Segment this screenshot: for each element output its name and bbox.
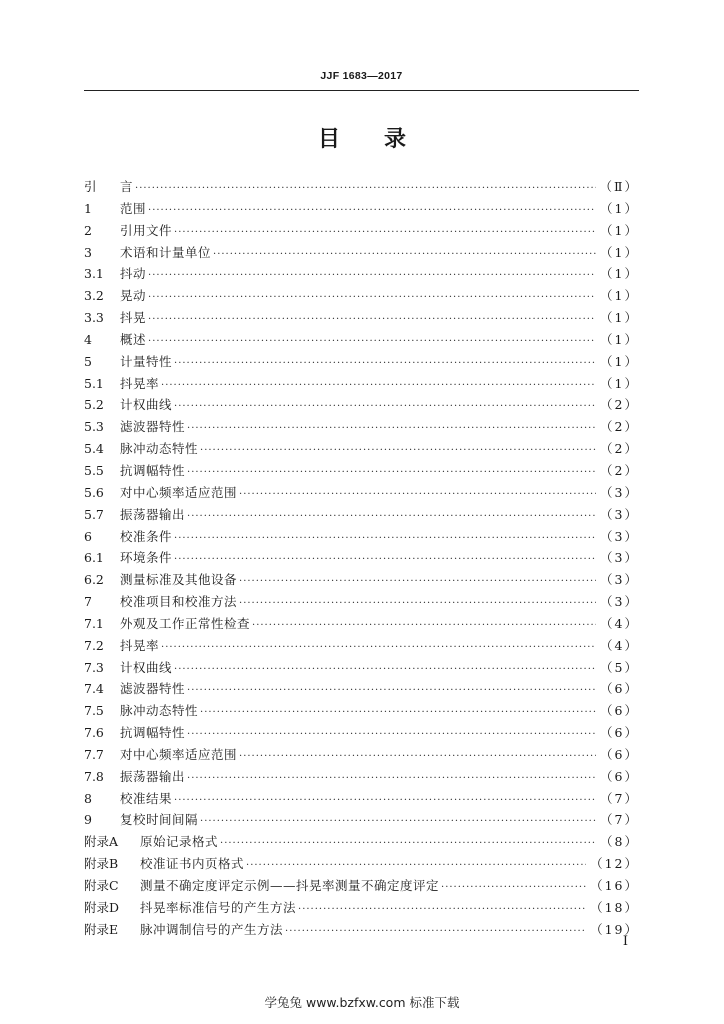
toc-dot-leader	[200, 811, 596, 833]
toc-entry-label: 校准结果	[120, 790, 173, 806]
toc-dot-leader	[161, 637, 596, 659]
toc-entry-number: 5.3	[84, 419, 104, 435]
toc-entry[interactable]	[84, 657, 639, 679]
toc-entry-number: 附录A	[84, 834, 119, 850]
toc-dot-leader	[187, 724, 596, 746]
toc-entry-label: 抗调幅特性	[120, 462, 186, 478]
toc-entry[interactable]	[84, 613, 639, 635]
toc-entry[interactable]	[84, 766, 639, 788]
document-code-header: JJF 1683—2017	[320, 70, 403, 82]
toc-entry-page: （6）	[600, 746, 639, 762]
toc-entry-number: 7.3	[84, 659, 104, 675]
toc-entry-label: 复校时间间隔	[120, 812, 199, 828]
toc-entry[interactable]	[84, 482, 639, 504]
toc-entry[interactable]	[84, 700, 639, 722]
toc-entry-label: 校准条件	[120, 528, 173, 544]
toc-entry-label: 抖晃率	[120, 375, 160, 391]
toc-entry[interactable]	[84, 547, 639, 569]
toc-entry-label: 脉冲动态特性	[120, 703, 199, 719]
page-number: I	[622, 934, 628, 949]
toc-entry[interactable]	[84, 373, 639, 395]
toc-entry[interactable]	[84, 853, 639, 875]
header-rule	[84, 90, 639, 91]
table-of-contents	[84, 176, 639, 941]
toc-entry-page: （3）	[600, 506, 639, 522]
toc-entry[interactable]	[84, 526, 639, 548]
toc-entry-number: 6	[84, 528, 92, 544]
toc-entry-page: （12）	[590, 856, 639, 872]
toc-dot-leader	[200, 440, 596, 462]
toc-entry-number: 5.2	[84, 397, 104, 413]
toc-dot-leader	[174, 659, 596, 681]
toc-entry-page: （7）	[600, 790, 639, 806]
toc-entry-label: 计权曲线	[120, 397, 173, 413]
toc-entry-label: 计量特性	[120, 353, 173, 369]
toc-entry-page: （3）	[600, 550, 639, 566]
toc-dot-leader	[174, 222, 596, 244]
toc-dot-leader	[298, 899, 586, 921]
toc-entry[interactable]	[84, 897, 639, 919]
toc-entry-label: 术语和计量单位	[120, 244, 212, 260]
toc-entry-number: 5.4	[84, 441, 104, 457]
toc-entry-number: 7.4	[84, 681, 104, 697]
toc-dot-leader	[285, 921, 586, 943]
toc-entry-number: 5	[84, 353, 92, 369]
toc-entry-number: 7	[84, 594, 92, 610]
toc-entry-label: 抖动	[120, 266, 147, 282]
toc-dot-leader	[246, 855, 586, 877]
toc-entry[interactable]	[84, 416, 639, 438]
toc-entry-label: 脉冲调制信号的产生方法	[140, 921, 284, 937]
toc-entry-page: （1）	[600, 266, 639, 282]
toc-dot-leader	[174, 528, 596, 550]
toc-entry-label: 校准项目和校准方法	[120, 594, 238, 610]
toc-entry[interactable]	[84, 220, 639, 242]
toc-entry-number: 4	[84, 331, 92, 347]
toc-dot-leader	[239, 593, 596, 615]
toc-entry-label: 对中心频率适应范围	[120, 484, 238, 500]
toc-entry-page: （19）	[590, 921, 639, 937]
toc-dot-leader	[441, 877, 586, 899]
toc-dot-leader	[174, 353, 596, 375]
toc-entry-label: 晃动	[120, 288, 147, 304]
toc-entry[interactable]	[84, 198, 639, 220]
toc-dot-leader	[148, 309, 596, 331]
toc-dot-leader	[187, 506, 596, 528]
toc-entry-page: （1）	[600, 375, 639, 391]
toc-entry-page: （7）	[600, 812, 639, 828]
toc-entry-label: 测量标准及其他设备	[120, 572, 238, 588]
toc-entry-label: 滤波器特性	[120, 419, 186, 435]
toc-entry-label: 校准证书内页格式	[140, 856, 245, 872]
toc-entry[interactable]	[84, 285, 639, 307]
toc-entry[interactable]	[84, 722, 639, 744]
toc-entry-label: 抗调幅特性	[120, 725, 186, 741]
toc-entry-label: 振荡器输出	[120, 768, 186, 784]
toc-entry-number: 7.1	[84, 615, 104, 631]
toc-entry-page: （4）	[600, 637, 639, 653]
toc-dot-leader	[161, 375, 596, 397]
toc-entry-number: 5.7	[84, 506, 104, 522]
toc-entry[interactable]	[84, 263, 639, 285]
toc-dot-leader	[187, 462, 596, 484]
toc-entry-label: 脉冲动态特性	[120, 441, 199, 457]
toc-entry-page: （8）	[600, 834, 639, 850]
toc-entry-number: 7.8	[84, 768, 104, 784]
toc-entry-number: 附录C	[84, 878, 119, 893]
toc-entry-page: （2）	[600, 462, 639, 478]
toc-entry-page: （1）	[600, 288, 639, 304]
toc-entry-label: 外观及工作正常性检查	[120, 615, 251, 631]
toc-entry-label: 振荡器输出	[120, 506, 186, 522]
toc-entry-page: （3）	[600, 528, 639, 544]
toc-entry-page: （6）	[600, 703, 639, 719]
toc-entry-page: （6）	[600, 725, 639, 741]
toc-entry-label: 原始记录格式	[140, 834, 219, 850]
toc-entry[interactable]	[84, 504, 639, 526]
toc-dot-leader	[213, 244, 596, 266]
toc-entry[interactable]	[84, 875, 639, 897]
toc-dot-leader	[187, 768, 596, 790]
toc-entry-number: 5.6	[84, 484, 104, 500]
toc-entry-page: （18）	[590, 899, 639, 915]
toc-entry[interactable]	[84, 438, 639, 460]
toc-entry-page: （16）	[590, 878, 639, 893]
toc-entry[interactable]	[84, 307, 639, 329]
toc-dot-leader	[148, 200, 596, 222]
toc-entry-page: （6）	[600, 768, 639, 784]
toc-entry-page: （3）	[600, 572, 639, 588]
toc-dot-leader	[187, 418, 596, 440]
toc-entry-page: （6）	[600, 681, 639, 697]
toc-entry-number: 3.2	[84, 288, 104, 304]
toc-entry[interactable]	[84, 831, 639, 853]
toc-entry-page: （3）	[600, 594, 639, 610]
toc-entry-page: （2）	[600, 441, 639, 457]
toc-entry-number: 5.5	[84, 462, 104, 478]
toc-entry-page: （2）	[600, 419, 639, 435]
toc-entry-number: 7.6	[84, 725, 104, 741]
toc-entry[interactable]	[84, 569, 639, 591]
toc-dot-leader	[174, 549, 596, 571]
toc-title: 目录	[317, 127, 450, 152]
watermark-footer: 学兔兔 www.bzfxw.com 标准下载	[264, 995, 460, 1010]
toc-entry[interactable]	[84, 591, 639, 613]
toc-dot-leader	[174, 790, 596, 812]
toc-dot-leader	[252, 615, 596, 637]
toc-entry-number: 3.3	[84, 310, 104, 326]
toc-dot-leader	[239, 746, 596, 768]
toc-entry-number: 8	[84, 790, 92, 806]
toc-entry-label: 范围	[120, 200, 147, 216]
toc-entry-label: 言	[120, 179, 134, 194]
toc-entry-number: 7.2	[84, 637, 104, 653]
toc-entry-page: （1）	[600, 244, 639, 260]
toc-dot-leader	[200, 702, 596, 724]
toc-entry-page: （1）	[600, 222, 639, 238]
toc-entry[interactable]	[84, 460, 639, 482]
toc-entry-page: （1）	[600, 200, 639, 216]
toc-entry-number: 6.1	[84, 550, 104, 566]
toc-entry[interactable]	[84, 788, 639, 810]
toc-entry-page: （Ⅱ）	[599, 179, 639, 194]
toc-entry-label: 环境条件	[120, 550, 173, 566]
toc-dot-leader	[148, 331, 596, 353]
toc-entry-number: 7.5	[84, 703, 104, 719]
toc-entry[interactable]	[84, 329, 639, 351]
toc-entry-page: （1）	[600, 331, 639, 347]
toc-entry-page: （3）	[600, 484, 639, 500]
toc-entry-label: 滤波器特性	[120, 681, 186, 697]
toc-entry-number: 引	[84, 179, 97, 194]
toc-entry-number: 附录E	[84, 921, 119, 937]
toc-entry-label: 计权曲线	[120, 659, 173, 675]
toc-entry-number: 9	[84, 812, 92, 828]
toc-entry-label: 抖晃	[120, 310, 147, 326]
toc-entry-number: 3.1	[84, 266, 104, 282]
toc-entry-label: 抖晃率标准信号的产生方法	[140, 899, 297, 915]
toc-entry-page: （5）	[600, 659, 639, 675]
toc-entry-label: 抖晃率	[120, 637, 160, 653]
toc-entry-number: 7.7	[84, 746, 104, 762]
toc-entry-label: 对中心频率适应范围	[120, 746, 238, 762]
toc-entry-page: （1）	[600, 353, 639, 369]
toc-entry[interactable]	[84, 635, 639, 657]
toc-dot-leader	[239, 484, 596, 506]
toc-entry[interactable]	[84, 394, 639, 416]
toc-dot-leader	[187, 680, 596, 702]
toc-entry-label: 引用文件	[120, 222, 173, 238]
toc-dot-leader	[148, 265, 596, 287]
toc-dot-leader	[239, 571, 596, 593]
toc-entry[interactable]	[84, 678, 639, 700]
toc-entry[interactable]	[84, 744, 639, 766]
toc-entry-number: 附录B	[84, 856, 119, 872]
toc-entry-number: 5.1	[84, 375, 104, 391]
toc-entry[interactable]	[84, 919, 639, 941]
toc-entry[interactable]	[84, 176, 639, 198]
toc-entry-number: 1	[84, 200, 92, 216]
toc-entry-label: 概述	[120, 331, 147, 347]
toc-entry[interactable]	[84, 242, 639, 264]
toc-dot-leader	[135, 178, 595, 200]
toc-entry-number: 6.2	[84, 572, 104, 588]
toc-entry-page: （2）	[600, 397, 639, 413]
toc-entry-number: 附录D	[84, 899, 120, 915]
toc-dot-leader	[174, 396, 596, 418]
toc-entry-page: （4）	[600, 615, 639, 631]
toc-dot-leader	[148, 287, 596, 309]
toc-entry-page: （1）	[600, 310, 639, 326]
toc-entry[interactable]	[84, 351, 639, 373]
toc-entry-number: 3	[84, 244, 92, 260]
toc-entry-number: 2	[84, 222, 92, 238]
toc-entry[interactable]	[84, 809, 639, 831]
toc-dot-leader	[220, 833, 596, 855]
toc-entry-label: 测量不确定度评定示例——抖晃率测量不确定度评定	[140, 878, 440, 893]
